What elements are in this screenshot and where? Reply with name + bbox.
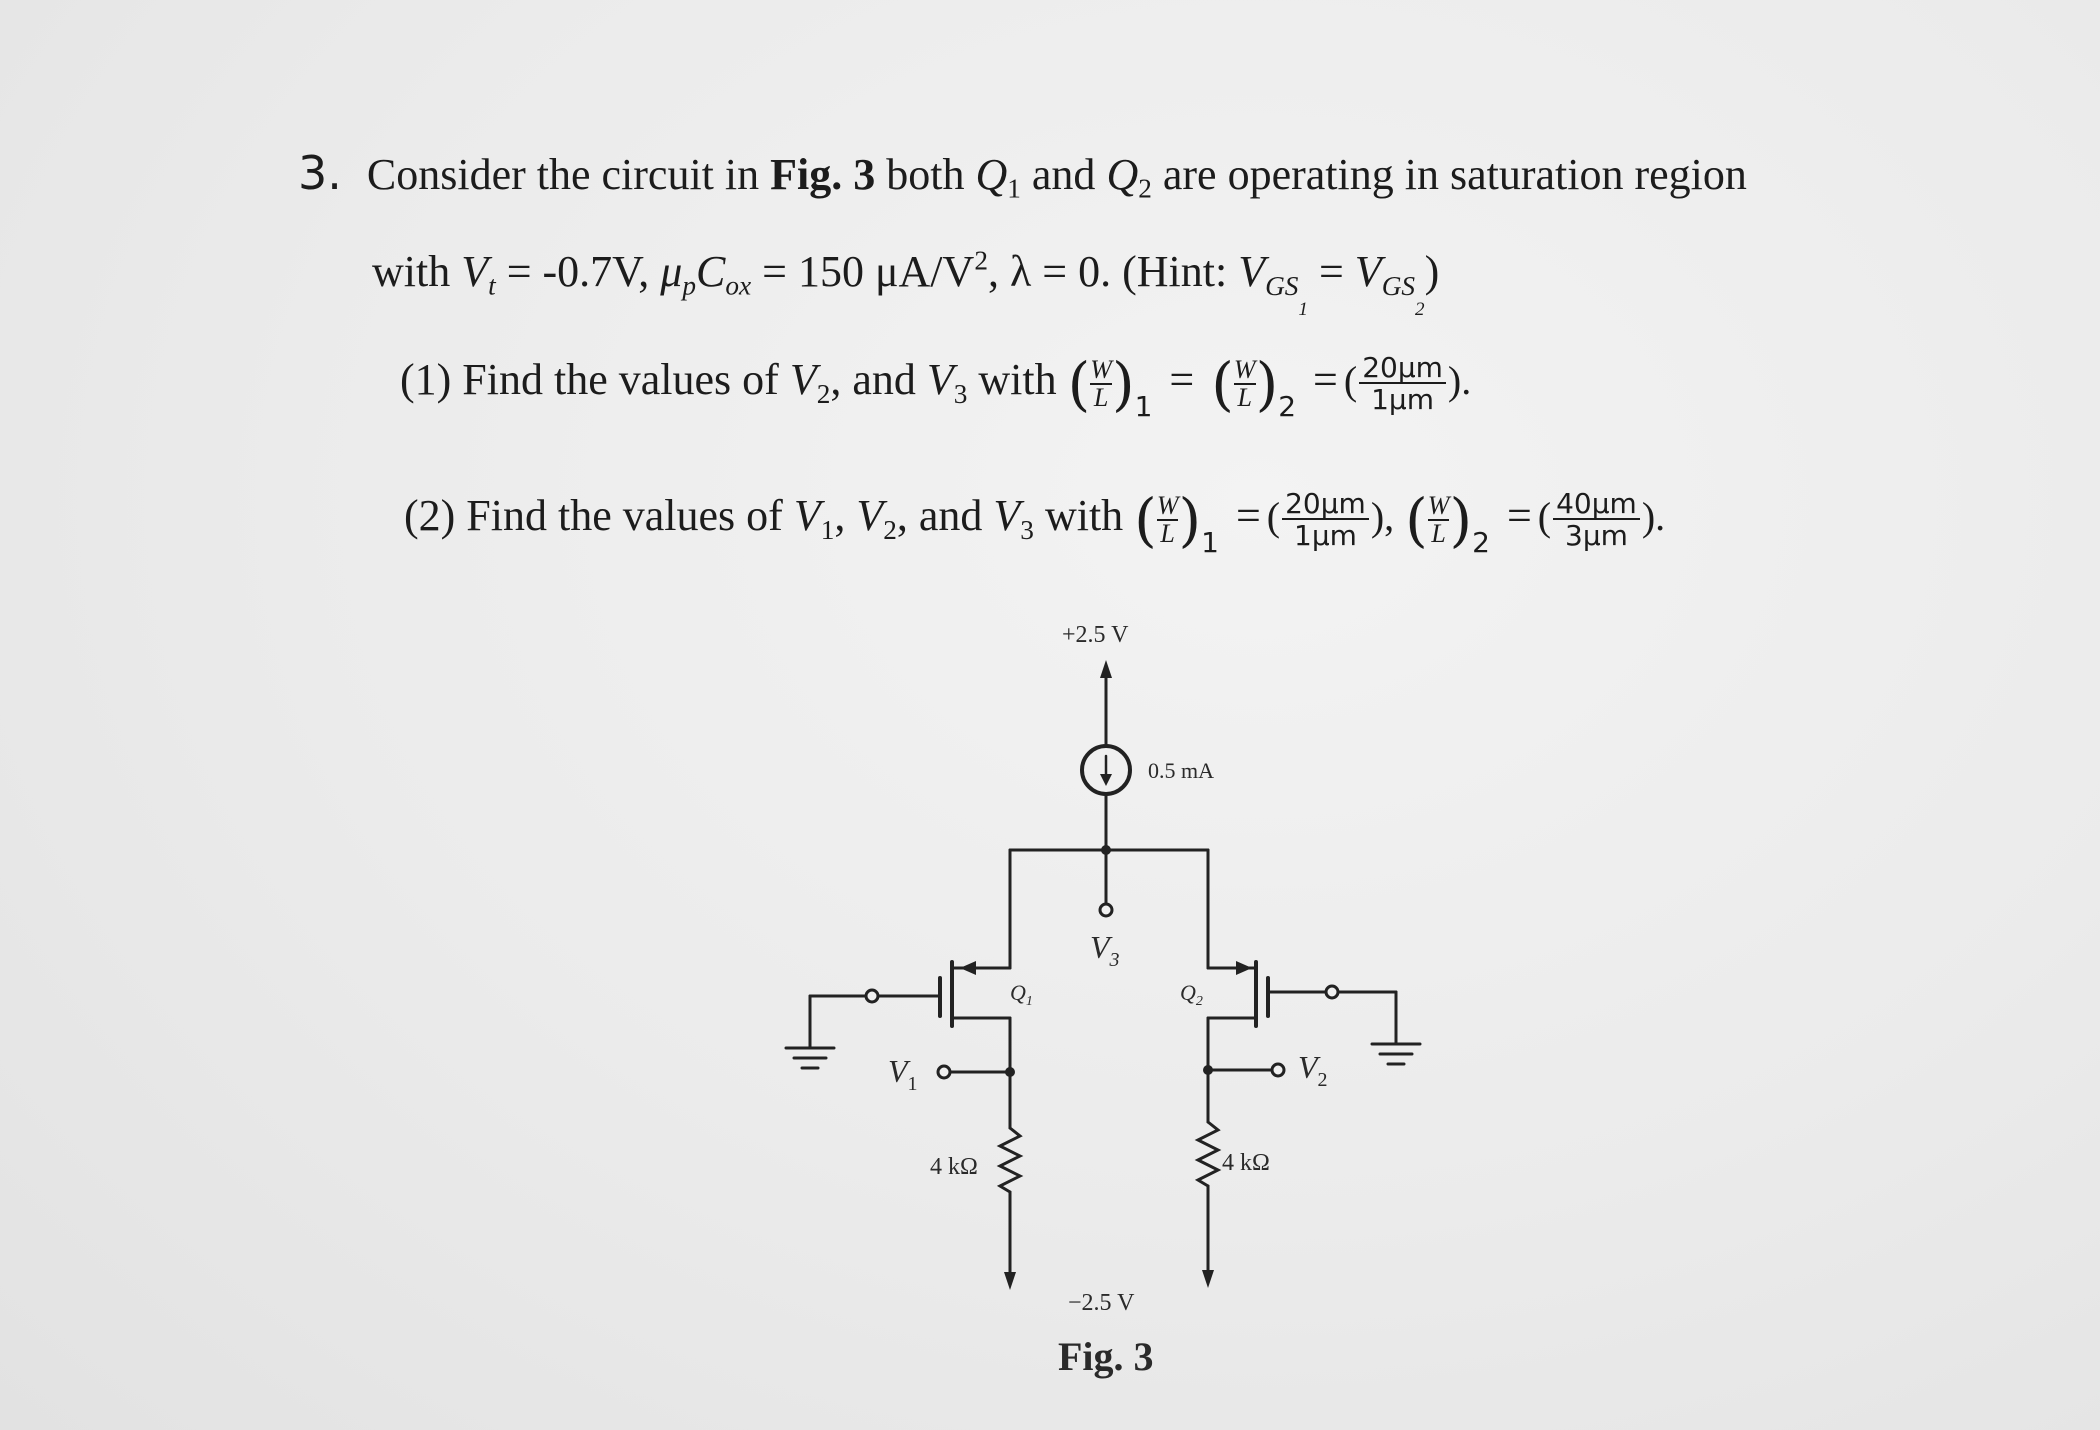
figure-caption: Fig. 3 [1058, 1334, 1154, 1379]
l-text: L [1090, 383, 1112, 411]
r-left-label: 4 kΩ [930, 1154, 978, 1180]
v1-subscript: 1 [907, 1073, 918, 1095]
ratio-subscript-1: 1 [1201, 526, 1219, 560]
part1-v3-sub: 3 [953, 378, 968, 409]
fig-reference: Fig. 3 [770, 150, 876, 199]
r-right-label: 4 kΩ [1222, 1150, 1270, 1176]
mu-subscript: p [682, 270, 697, 301]
v2-letter: V [1298, 1049, 1318, 1085]
q1-gate-terminal [866, 990, 878, 1002]
vgs1-sub-text: GS [1265, 270, 1299, 301]
v2-label [1298, 1049, 1328, 1091]
cox-subscript: ox [725, 270, 752, 301]
q2-subscript: 2 [1195, 994, 1203, 1009]
part1-mid: , and [830, 355, 927, 405]
q2-symbol: Q [1106, 150, 1139, 199]
part1-v3: V [926, 355, 954, 405]
ratio2-numerator: 40μm [1556, 487, 1637, 520]
q2-source-arrow [1236, 961, 1252, 975]
w-text: W [1156, 491, 1179, 520]
problem-number: 3. [298, 146, 342, 200]
part2-v2-sub: 2 [883, 514, 897, 545]
vgs1-symbol: V [1238, 247, 1266, 296]
line2-text-b: = -0.7V, [495, 247, 661, 296]
w-text: W [1427, 491, 1450, 520]
w-text: W [1090, 355, 1112, 384]
q1-subscript: 1 [1025, 994, 1033, 1009]
part1-v2: V [789, 355, 817, 405]
part2-v2: V [856, 491, 884, 541]
open-paren: ( [1405, 486, 1428, 554]
line2-text-c: = 150 μA/V [751, 247, 975, 296]
part2-v3: V [993, 491, 1021, 541]
resistor-left [1000, 1128, 1020, 1192]
close-paren: ) [1111, 350, 1135, 418]
v1-terminal [938, 1066, 950, 1078]
line2-text-a: with [372, 247, 462, 296]
vgs2-subsub: 2 [1415, 298, 1425, 320]
v3-subscript: 3 [1109, 949, 1120, 971]
line1-text-c: and [1020, 150, 1107, 199]
vgs1-subsub: 1 [1298, 298, 1308, 320]
q2-subscript: 2 [1138, 173, 1152, 204]
cox-symbol: C [696, 247, 726, 296]
mu-symbol: μ [660, 247, 683, 296]
open-paren: ( [1211, 350, 1234, 418]
current-label: 0.5 mA [1148, 758, 1214, 783]
v2-subscript: 2 [1317, 1069, 1328, 1091]
q1-source-arrow [960, 961, 976, 975]
part2-v3-sub: 3 [1020, 514, 1034, 545]
line1-text-d: are operating in saturation region [1151, 150, 1747, 199]
ratio1-denominator: 1μm [1282, 518, 1369, 550]
q1-letter: Q [1010, 980, 1026, 1005]
current-arrow-head [1100, 774, 1112, 786]
squared-exponent: 2 [974, 245, 988, 276]
vdd-label: +2.5 V [1062, 622, 1129, 648]
q2-letter: Q [1180, 980, 1196, 1005]
line2-eq: = [1307, 247, 1355, 296]
v1-label [888, 1053, 918, 1095]
w-text: W [1233, 355, 1256, 384]
q2-gate-terminal [1326, 986, 1338, 998]
vss-arrow-left [1004, 1272, 1016, 1290]
vss-arrow-right [1202, 1270, 1214, 1288]
part2-with: with [1033, 491, 1135, 541]
open-paren: ( [1134, 486, 1157, 554]
v3-terminal [1100, 904, 1112, 916]
ratio-subscript-1: 1 [1134, 390, 1153, 424]
part1-v2-sub: 2 [816, 378, 831, 409]
open-paren: ( [1067, 350, 1091, 418]
vgs2-symbol: V [1354, 247, 1382, 296]
ratio1-numerator: 20μm [1285, 487, 1366, 520]
close-paren: ) [1255, 350, 1279, 418]
ratio-numerator: 20μm [1362, 351, 1443, 384]
q1-subscript: 1 [1007, 173, 1021, 204]
line2-close: ) [1424, 247, 1440, 296]
ratio-subscript-2: 2 [1472, 526, 1490, 560]
part-2: (2) Find the values of $V_1$, $V_2$, and $V_3$ with ( $\frac{W}{L}$ )$_1$ = ( $\frac{20\mu m}{1\mu m}$ ), ( $\frac{W}{L}$ )$_2$ = ( $\frac{40\mu m}{3\mu m}$ ). [404, 486, 1666, 560]
part2-label: (2) Find the values of [404, 491, 794, 541]
q1-symbol: Q [975, 150, 1008, 199]
l-text: L [1157, 519, 1179, 547]
l-text: L [1234, 383, 1256, 411]
line1-text-a: Consider the circuit in [366, 150, 771, 199]
v2-terminal [1272, 1064, 1284, 1076]
part2-sep: , [834, 491, 857, 541]
v3-letter: V [1090, 929, 1110, 965]
part1-with: with [967, 355, 1068, 405]
part2-mid: , and [896, 491, 994, 541]
l-text: L [1428, 519, 1450, 547]
resistor-right [1198, 1122, 1218, 1186]
vt-subscript: t [488, 270, 496, 301]
v1-letter: V [888, 1053, 908, 1089]
line1-text-b: both [875, 150, 976, 199]
ratio-subscript-2: 2 [1278, 390, 1297, 424]
q1-label [1010, 980, 1033, 1009]
part2-v1-sub: 1 [820, 514, 835, 545]
part1-label: (1) Find the values of [400, 355, 790, 405]
ratio2-denominator: 3μm [1553, 518, 1640, 550]
vss-label: −2.5 V [1068, 1290, 1135, 1316]
vgs2-sub-text: GS [1381, 270, 1416, 301]
vt-symbol: V [461, 247, 489, 296]
v3-label [1090, 929, 1120, 971]
ratio-denominator: 1μm [1359, 382, 1446, 414]
part-1: (1) Find the values of $V_2$, and $V_3$ with ( $\frac{W}{L}$ )$_1$ = ( $\frac{W}{L}$ )$_2$ = ( $\frac{20\mu m}{1\mu m}$ ). [400, 350, 1472, 424]
line2-text-d: , λ = 0. (Hint: [987, 247, 1239, 296]
part2-v1: V [793, 491, 821, 541]
close-paren: ) [1449, 486, 1473, 554]
q2-label [1180, 980, 1203, 1009]
close-paren: ) [1178, 486, 1202, 554]
